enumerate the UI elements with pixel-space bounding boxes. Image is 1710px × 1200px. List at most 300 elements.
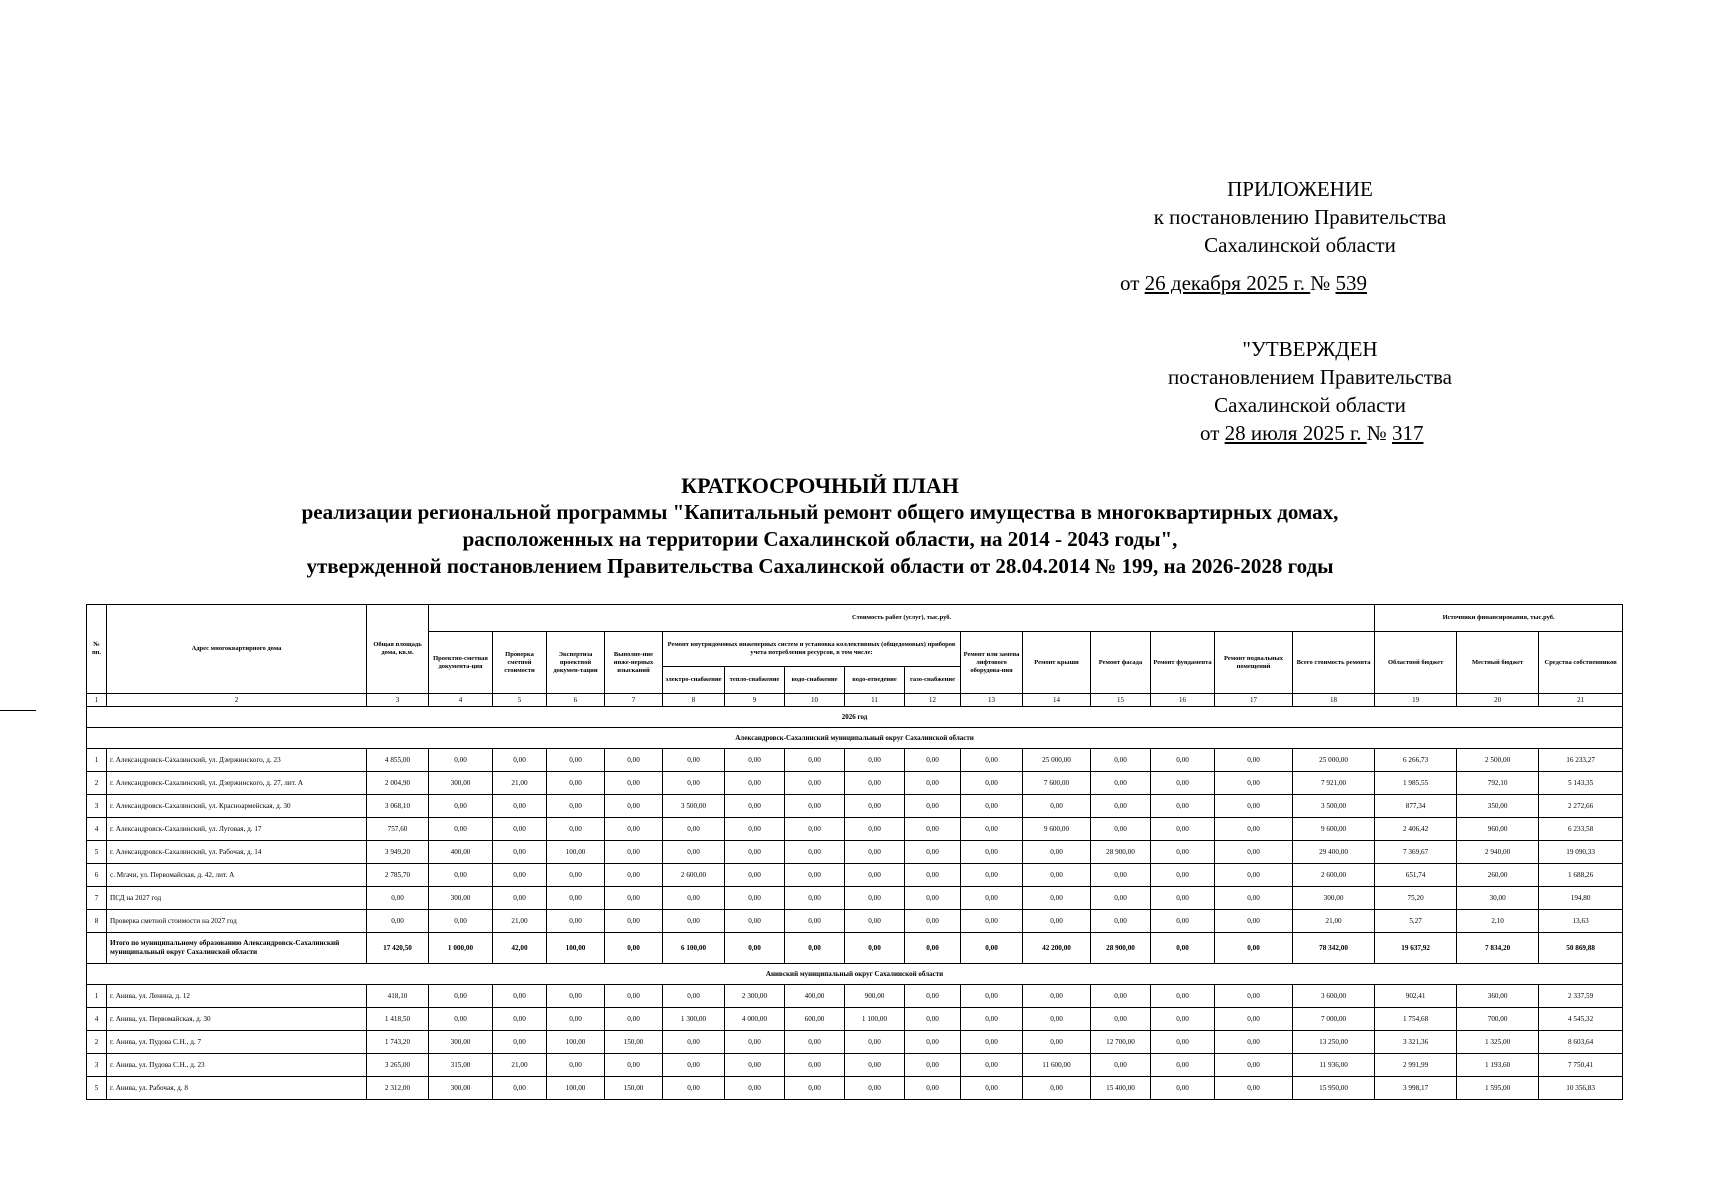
total-cell: 42 200,00 bbox=[1023, 933, 1091, 964]
header-foundation: Ремонт фундамента bbox=[1151, 632, 1215, 694]
header-area: Общая площадь дома, кв.м. bbox=[367, 605, 429, 694]
table-cell: 360,00 bbox=[1457, 985, 1539, 1008]
table-cell: 0,00 bbox=[1215, 985, 1293, 1008]
table-row bbox=[87, 985, 1623, 1008]
column-number: 20 bbox=[1457, 694, 1539, 707]
table-cell: 21,00 bbox=[493, 910, 547, 933]
table-cell: 21,00 bbox=[493, 1054, 547, 1077]
table-cell: 0,00 bbox=[1091, 864, 1151, 887]
table-cell: 9 600,00 bbox=[1023, 818, 1091, 841]
table-cell: 0,00 bbox=[725, 772, 785, 795]
table-cell: 0,00 bbox=[1151, 1054, 1215, 1077]
approved-date: 28 июля 2025 г. bbox=[1224, 421, 1367, 445]
header-heat: тепло-снабжение bbox=[725, 667, 785, 694]
table-cell: 0,00 bbox=[1091, 1008, 1151, 1031]
table-cell: 0,00 bbox=[1215, 818, 1293, 841]
table-cell: 0,00 bbox=[905, 1008, 961, 1031]
total-cell: 0,00 bbox=[845, 933, 905, 964]
header-design: Проектно-сметная документа-ция bbox=[429, 632, 493, 694]
table-cell: 2,10 bbox=[1457, 910, 1539, 933]
table-cell: 2 600,00 bbox=[663, 864, 725, 887]
table-cell: 0,00 bbox=[493, 818, 547, 841]
total-cell: 19 637,92 bbox=[1375, 933, 1457, 964]
table-cell: 0,00 bbox=[1023, 985, 1091, 1008]
address-cell: г. Александровск-Сахалинский, ул. Рабочая, д. 14 bbox=[107, 841, 367, 864]
table-cell: 0,00 bbox=[1215, 795, 1293, 818]
table-cell: 0,00 bbox=[905, 1054, 961, 1077]
approval-line-2: Сахалинской области bbox=[1204, 233, 1396, 257]
table-cell: 1 418,50 bbox=[367, 1008, 429, 1031]
table-cell: 0,00 bbox=[845, 1054, 905, 1077]
table-cell: 0,00 bbox=[663, 1077, 725, 1100]
total-cell: 0,00 bbox=[961, 933, 1023, 964]
table-cell: 150,00 bbox=[605, 1031, 663, 1054]
table-row bbox=[87, 1031, 1623, 1054]
table-cell: 0,00 bbox=[547, 1008, 605, 1031]
table-cell: 6 233,58 bbox=[1539, 818, 1623, 841]
table-cell: 0,00 bbox=[493, 749, 547, 772]
header-electric: электро-снабжение bbox=[663, 667, 725, 694]
table-cell: 0,00 bbox=[785, 749, 845, 772]
table-cell: 30,00 bbox=[1457, 887, 1539, 910]
table-cell: 2 300,00 bbox=[725, 985, 785, 1008]
section-name: Анивский муниципальный округ Сахалинской области bbox=[87, 964, 1623, 985]
table-cell: 4 bbox=[87, 818, 107, 841]
table-cell: 0,00 bbox=[605, 795, 663, 818]
table-cell: 0,00 bbox=[605, 818, 663, 841]
header-water: водо-снабжение bbox=[785, 667, 845, 694]
table-cell: 0,00 bbox=[725, 841, 785, 864]
table-cell: 2 312,00 bbox=[367, 1077, 429, 1100]
table-cell: 13,63 bbox=[1539, 910, 1623, 933]
table-cell: 100,00 bbox=[547, 1077, 605, 1100]
table-cell: 0,00 bbox=[725, 749, 785, 772]
table-cell: 0,00 bbox=[547, 772, 605, 795]
table-cell: 700,00 bbox=[1457, 1008, 1539, 1031]
total-cell: 0,00 bbox=[725, 933, 785, 964]
table-cell: 1 688,26 bbox=[1539, 864, 1623, 887]
table-cell: 1 754,68 bbox=[1375, 1008, 1457, 1031]
header-engineering: Ремонт внутридомовых инженерных систем и установка коллективных (общедомовых) приборов учета потребления ресурсов, в том числе: bbox=[663, 632, 961, 667]
table-cell: 2 600,00 bbox=[1293, 864, 1375, 887]
table-cell: 0,00 bbox=[493, 841, 547, 864]
table-cell: 0,00 bbox=[785, 841, 845, 864]
table-cell: 0,00 bbox=[725, 887, 785, 910]
table-cell: 0,00 bbox=[785, 1054, 845, 1077]
table-cell: 0,00 bbox=[429, 1008, 493, 1031]
table-cell: 0,00 bbox=[961, 749, 1023, 772]
table-cell: 3 600,00 bbox=[1293, 985, 1375, 1008]
table-cell: 11 936,00 bbox=[1293, 1054, 1375, 1077]
table-cell: 300,00 bbox=[429, 1077, 493, 1100]
table-cell: 0,00 bbox=[605, 887, 663, 910]
header-financing-group: Источники финансирования, тыс.руб. bbox=[1375, 605, 1623, 632]
table-cell: 0,00 bbox=[845, 772, 905, 795]
table-cell: 2 406,42 bbox=[1375, 818, 1457, 841]
approved-line-2: Сахалинской области bbox=[1214, 393, 1406, 417]
table-cell: 877,34 bbox=[1375, 795, 1457, 818]
column-number: 12 bbox=[905, 694, 961, 707]
table-cell: 2 500,00 bbox=[1457, 749, 1539, 772]
column-number: 18 bbox=[1293, 694, 1375, 707]
table-row bbox=[87, 772, 1623, 795]
table-cell: 7 369,67 bbox=[1375, 841, 1457, 864]
table-cell: 29 400,00 bbox=[1293, 841, 1375, 864]
table-cell: 0,00 bbox=[1023, 910, 1091, 933]
table-cell: 0,00 bbox=[785, 795, 845, 818]
title-line-3: утвержденной постановлением Правительства Сахалинской области от 28.04.2014 № 199, на 2026-2028 годы bbox=[306, 554, 1334, 578]
column-number: 4 bbox=[429, 694, 493, 707]
total-cell: 1 000,00 bbox=[429, 933, 493, 964]
table-cell: 0,00 bbox=[961, 910, 1023, 933]
header-expertise: Экспертиза проектной докумен-тации bbox=[547, 632, 605, 694]
table-cell: 0,00 bbox=[429, 795, 493, 818]
header-local: Местный бюджет bbox=[1457, 632, 1539, 694]
table-cell: 0,00 bbox=[845, 1031, 905, 1054]
table-cell: 0,00 bbox=[1151, 772, 1215, 795]
table-cell: 0,00 bbox=[663, 1031, 725, 1054]
table-cell: 0,00 bbox=[961, 841, 1023, 864]
table-cell: 651,74 bbox=[1375, 864, 1457, 887]
table-cell: 0,00 bbox=[429, 864, 493, 887]
column-number: 9 bbox=[725, 694, 785, 707]
approval-date: 26 декабря 2025 г. bbox=[1144, 271, 1311, 295]
table-cell: 400,00 bbox=[785, 985, 845, 1008]
table-cell: 0,00 bbox=[1215, 910, 1293, 933]
table-cell: 8 603,64 bbox=[1539, 1031, 1623, 1054]
table-cell: 0,00 bbox=[905, 1031, 961, 1054]
table-cell: 0,00 bbox=[905, 841, 961, 864]
table-cell: 1 193,60 bbox=[1457, 1054, 1539, 1077]
table-cell: 0,00 bbox=[725, 864, 785, 887]
table-cell: 4 bbox=[87, 1008, 107, 1031]
table-cell: 2 bbox=[87, 772, 107, 795]
table-cell: 1 100,00 bbox=[845, 1008, 905, 1031]
table-cell: 0,00 bbox=[725, 910, 785, 933]
table-cell: 7 bbox=[87, 887, 107, 910]
table-cell: 0,00 bbox=[905, 985, 961, 1008]
table-cell: 0,00 bbox=[367, 887, 429, 910]
table-cell: 0,00 bbox=[605, 772, 663, 795]
table-cell: 4 000,00 bbox=[725, 1008, 785, 1031]
table-cell: 13 250,00 bbox=[1293, 1031, 1375, 1054]
table-cell: 0,00 bbox=[725, 1054, 785, 1077]
table-cell: 3 321,36 bbox=[1375, 1031, 1457, 1054]
table-cell: 3 500,00 bbox=[1293, 795, 1375, 818]
table-cell: 8 bbox=[87, 910, 107, 933]
table-cell: 0,00 bbox=[1091, 772, 1151, 795]
table-cell: 0,00 bbox=[1215, 1008, 1293, 1031]
approval-block bbox=[1080, 175, 1520, 297]
table-cell: 0,00 bbox=[547, 818, 605, 841]
table-row bbox=[87, 818, 1623, 841]
table-cell: 0,00 bbox=[1215, 841, 1293, 864]
table-cell: 0,00 bbox=[785, 772, 845, 795]
table-cell: 0,00 bbox=[605, 864, 663, 887]
table-cell: 0,00 bbox=[961, 818, 1023, 841]
total-cell: 0,00 bbox=[905, 933, 961, 964]
table-cell: 0,00 bbox=[905, 772, 961, 795]
table-cell: 902,41 bbox=[1375, 985, 1457, 1008]
table-cell: 0,00 bbox=[663, 910, 725, 933]
header-regional: Областной бюджет bbox=[1375, 632, 1457, 694]
approved-date-line bbox=[1100, 419, 1520, 447]
table-cell: 0,00 bbox=[1151, 795, 1215, 818]
table-cell: 0,00 bbox=[547, 985, 605, 1008]
table-cell: 0,00 bbox=[961, 1031, 1023, 1054]
table-cell: 0,00 bbox=[1151, 1008, 1215, 1031]
table-cell: 6 bbox=[87, 864, 107, 887]
table-row bbox=[87, 887, 1623, 910]
table-cell: 150,00 bbox=[605, 1077, 663, 1100]
table-cell: 0,00 bbox=[905, 1077, 961, 1100]
table-cell: 0,00 bbox=[605, 749, 663, 772]
table-row bbox=[87, 864, 1623, 887]
table-cell: 0,00 bbox=[605, 1008, 663, 1031]
table-cell: 75,20 bbox=[1375, 887, 1457, 910]
table-row bbox=[87, 841, 1623, 864]
total-cell: 0,00 bbox=[1215, 933, 1293, 964]
approved-block bbox=[1100, 335, 1520, 447]
table-cell: 0,00 bbox=[905, 795, 961, 818]
section-row bbox=[87, 964, 1623, 985]
approved-heading: "УТВЕРЖДЕН bbox=[1242, 337, 1378, 361]
table-cell: 0,00 bbox=[845, 841, 905, 864]
address-cell: г. Анива, ул. Ленина, д. 12 bbox=[107, 985, 367, 1008]
table-cell: 960,00 bbox=[1457, 818, 1539, 841]
table-cell: 0,00 bbox=[1091, 910, 1151, 933]
table-cell: 0,00 bbox=[1023, 864, 1091, 887]
approval-date-line bbox=[1080, 269, 1520, 297]
table-cell: 0,00 bbox=[905, 910, 961, 933]
table-cell: 0,00 bbox=[493, 1077, 547, 1100]
table-cell: 1 985,55 bbox=[1375, 772, 1457, 795]
table-cell: 418,10 bbox=[367, 985, 429, 1008]
table-cell: 1 bbox=[87, 749, 107, 772]
table-cell: 0,00 bbox=[845, 864, 905, 887]
table-cell: 300,00 bbox=[1293, 887, 1375, 910]
table-cell: 4 545,32 bbox=[1539, 1008, 1623, 1031]
header-surveys: Выполне-ние инже-нерных изысканий bbox=[605, 632, 663, 694]
table-cell: 0,00 bbox=[1151, 818, 1215, 841]
document-title bbox=[180, 472, 1460, 580]
address-cell: г. Анива, ул. Пудова С.Н., д. 7 bbox=[107, 1031, 367, 1054]
table-cell: 194,80 bbox=[1539, 887, 1623, 910]
table-cell: 0,00 bbox=[1091, 887, 1151, 910]
table-cell: 0,00 bbox=[961, 772, 1023, 795]
address-cell: Проверка сметной стоимости на 2027 год bbox=[107, 910, 367, 933]
table-cell: 0,00 bbox=[663, 772, 725, 795]
table-cell: 25 000,00 bbox=[1023, 749, 1091, 772]
table-cell: 0,00 bbox=[663, 1054, 725, 1077]
table-cell: 0,00 bbox=[961, 887, 1023, 910]
table-cell: 0,00 bbox=[663, 887, 725, 910]
table-cell: 0,00 bbox=[547, 795, 605, 818]
total-cell: 28 900,00 bbox=[1091, 933, 1151, 964]
table-cell: 0,00 bbox=[493, 1008, 547, 1031]
table-cell: 0,00 bbox=[605, 841, 663, 864]
table-cell: 0,00 bbox=[905, 749, 961, 772]
table-cell: 0,00 bbox=[605, 985, 663, 1008]
table-cell: 3 500,00 bbox=[663, 795, 725, 818]
table-cell: 1 300,00 bbox=[663, 1008, 725, 1031]
total-cell: 100,00 bbox=[547, 933, 605, 964]
title-line-1: реализации региональной программы "Капитальный ремонт общего имущества в многоквартирных домах, bbox=[301, 500, 1339, 524]
year-label: 2026 год bbox=[87, 707, 1623, 728]
table-cell: 0,00 bbox=[845, 749, 905, 772]
table-cell: 7 000,00 bbox=[1293, 1008, 1375, 1031]
column-number: 13 bbox=[961, 694, 1023, 707]
table-cell: 0,00 bbox=[1215, 1031, 1293, 1054]
approval-number: 539 bbox=[1335, 271, 1368, 295]
table-cell: 0,00 bbox=[1215, 887, 1293, 910]
table-cell: 16 233,27 bbox=[1539, 749, 1623, 772]
table-cell: 0,00 bbox=[1151, 1031, 1215, 1054]
table-cell: 0,00 bbox=[961, 1008, 1023, 1031]
column-number: 7 bbox=[605, 694, 663, 707]
header-roof: Ремонт крыши bbox=[1023, 632, 1091, 694]
header-owners: Средства собственников bbox=[1539, 632, 1623, 694]
column-number: 11 bbox=[845, 694, 905, 707]
table-cell: 2 785,70 bbox=[367, 864, 429, 887]
table-cell: 0,00 bbox=[785, 818, 845, 841]
table-cell: 300,00 bbox=[429, 772, 493, 795]
table-cell: 300,00 bbox=[429, 1031, 493, 1054]
table-cell: 21,00 bbox=[493, 772, 547, 795]
table-cell: 0,00 bbox=[367, 910, 429, 933]
table-cell: 0,00 bbox=[1215, 864, 1293, 887]
table-cell: 0,00 bbox=[725, 795, 785, 818]
column-number: 19 bbox=[1375, 694, 1457, 707]
table-cell: 0,00 bbox=[845, 818, 905, 841]
table-cell: 792,10 bbox=[1457, 772, 1539, 795]
table-cell: 0,00 bbox=[1215, 749, 1293, 772]
table-cell: 0,00 bbox=[725, 1077, 785, 1100]
table-cell: 0,00 bbox=[845, 910, 905, 933]
table-cell: 1 595,00 bbox=[1457, 1077, 1539, 1100]
header-cost-group: Стоимость работ (услуг), тыс.руб. bbox=[429, 605, 1375, 632]
column-number: 8 bbox=[663, 694, 725, 707]
table-cell: 15 950,00 bbox=[1293, 1077, 1375, 1100]
table-cell: 25 000,00 bbox=[1293, 749, 1375, 772]
table-cell: 0,00 bbox=[1215, 772, 1293, 795]
table-cell: 0,00 bbox=[1151, 864, 1215, 887]
table-cell: 0,00 bbox=[663, 841, 725, 864]
table-cell: 0,00 bbox=[429, 818, 493, 841]
table-cell: 0,00 bbox=[845, 887, 905, 910]
total-cell: 42,00 bbox=[493, 933, 547, 964]
header-sewer: водо-отведение bbox=[845, 667, 905, 694]
table-cell: 0,00 bbox=[1151, 749, 1215, 772]
table-cell: 600,00 bbox=[785, 1008, 845, 1031]
address-cell: г. Александровск-Сахалинский, ул. Дзержинского, д. 27, лит. А bbox=[107, 772, 367, 795]
plan-table-body bbox=[87, 694, 1623, 1100]
address-cell: г. Анива, ул. Рабочая, д. 8 bbox=[107, 1077, 367, 1100]
table-cell: 0,00 bbox=[663, 985, 725, 1008]
table-cell: 3 bbox=[87, 795, 107, 818]
table-cell: 350,00 bbox=[1457, 795, 1539, 818]
table-cell: 7 750,41 bbox=[1539, 1054, 1623, 1077]
total-cell: 78 342,00 bbox=[1293, 933, 1375, 964]
table-cell: 0,00 bbox=[547, 910, 605, 933]
table-cell: 0,00 bbox=[429, 985, 493, 1008]
margin-rule bbox=[0, 710, 36, 711]
table-cell: 315,00 bbox=[429, 1054, 493, 1077]
address-cell: г. Александровск-Сахалинский, ул. Луговая, д. 17 bbox=[107, 818, 367, 841]
table-cell: 6 266,73 bbox=[1375, 749, 1457, 772]
table-cell: 7 600,00 bbox=[1023, 772, 1091, 795]
table-cell: 0,00 bbox=[961, 1054, 1023, 1077]
column-number: 6 bbox=[547, 694, 605, 707]
column-numbers-row bbox=[87, 694, 1623, 707]
table-cell: 2 991,99 bbox=[1375, 1054, 1457, 1077]
table-cell: 5 bbox=[87, 1077, 107, 1100]
table-cell: 0,00 bbox=[1091, 818, 1151, 841]
table-cell: 0,00 bbox=[493, 1031, 547, 1054]
table-cell: 0,00 bbox=[785, 1077, 845, 1100]
total-cell: 0,00 bbox=[1151, 933, 1215, 964]
approval-line-1: к постановлению Правительства bbox=[1153, 205, 1447, 229]
table-cell: 0,00 bbox=[905, 887, 961, 910]
table-cell: 0,00 bbox=[663, 818, 725, 841]
table-cell: 0,00 bbox=[1023, 1031, 1091, 1054]
table-cell: 0,00 bbox=[1151, 985, 1215, 1008]
table-cell: 5,27 bbox=[1375, 910, 1457, 933]
address-cell: г. Александровск-Сахалинский, ул. Дзержинского, д. 23 bbox=[107, 749, 367, 772]
table-cell: 0,00 bbox=[547, 887, 605, 910]
total-cell bbox=[87, 933, 107, 964]
table-cell: 0,00 bbox=[1023, 841, 1091, 864]
table-cell: 1 325,00 bbox=[1457, 1031, 1539, 1054]
table-cell: 0,00 bbox=[961, 1077, 1023, 1100]
column-number: 2 bbox=[107, 694, 367, 707]
table-cell: 0,00 bbox=[1151, 841, 1215, 864]
table-cell: 0,00 bbox=[429, 749, 493, 772]
table-row bbox=[87, 910, 1623, 933]
approved-number: 317 bbox=[1392, 421, 1424, 445]
header-total: Всего стоимость ремонта bbox=[1293, 632, 1375, 694]
header-check: Проверка сметной стоимости bbox=[493, 632, 547, 694]
approval-date-prefix: от bbox=[1120, 271, 1145, 295]
table-cell: 0,00 bbox=[1091, 1054, 1151, 1077]
table-cell: 757,60 bbox=[367, 818, 429, 841]
table-cell: 1 743,20 bbox=[367, 1031, 429, 1054]
table-cell: 0,00 bbox=[785, 887, 845, 910]
address-cell: г. Александровск-Сахалинский, ул. Красноармейская, д. 30 bbox=[107, 795, 367, 818]
section-row bbox=[87, 728, 1623, 749]
total-cell: 50 869,88 bbox=[1539, 933, 1623, 964]
table-cell: 0,00 bbox=[1091, 749, 1151, 772]
table-cell: 0,00 bbox=[1215, 1054, 1293, 1077]
table-cell: 0,00 bbox=[493, 864, 547, 887]
table-cell: 28 900,00 bbox=[1091, 841, 1151, 864]
table-cell: 3 998,17 bbox=[1375, 1077, 1457, 1100]
table-cell: 0,00 bbox=[1151, 1077, 1215, 1100]
table-cell: 4 855,00 bbox=[367, 749, 429, 772]
table-cell: 0,00 bbox=[785, 864, 845, 887]
table-cell: 900,00 bbox=[845, 985, 905, 1008]
table-row bbox=[87, 1008, 1623, 1031]
header-basement: Ремонт подвальных помещений bbox=[1215, 632, 1293, 694]
address-cell: г. Анива, ул. Первомайская, д. 30 bbox=[107, 1008, 367, 1031]
column-number: 17 bbox=[1215, 694, 1293, 707]
table-cell: 0,00 bbox=[1023, 887, 1091, 910]
table-row bbox=[87, 795, 1623, 818]
table-cell: 0,00 bbox=[493, 985, 547, 1008]
table-cell: 0,00 bbox=[785, 910, 845, 933]
table-cell: 0,00 bbox=[1023, 1008, 1091, 1031]
table-cell: 0,00 bbox=[961, 795, 1023, 818]
